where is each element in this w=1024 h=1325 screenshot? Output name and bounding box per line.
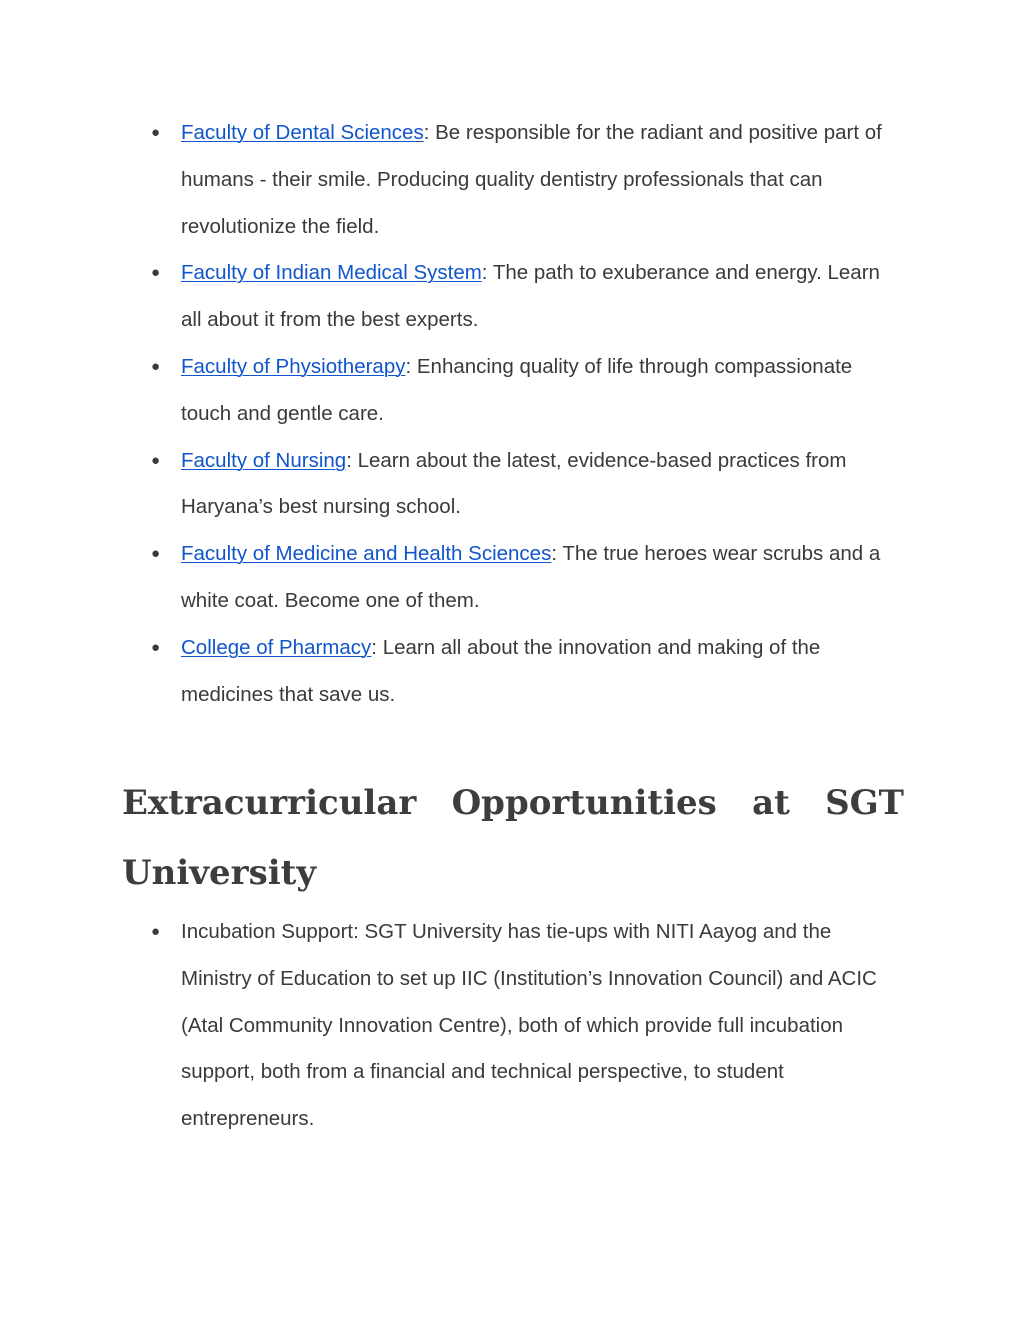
faculty-description: : Enhancing quality of life through compassionate touch and gentle care. xyxy=(181,354,853,425)
section-heading: Extracurricular Opportunities at SGT University xyxy=(122,783,904,893)
faculty-link[interactable]: College of Pharmacy xyxy=(181,635,372,659)
bullet-icon: ● xyxy=(151,545,161,563)
faculty-link[interactable]: Faculty of Physiotherapy xyxy=(181,354,406,378)
list-item xyxy=(122,909,904,1143)
bullet-icon: ● xyxy=(151,264,161,282)
faculty-list xyxy=(122,110,904,718)
faculty-description: : Be responsible for the radiant and positive part of humans - their smile. Producing quality dentistry professionals that can revolutionize the field. xyxy=(181,121,882,238)
list-item xyxy=(122,344,904,438)
list-item xyxy=(122,110,904,250)
faculty-description: : Learn about the latest, evidence-based practices from Haryana’s best nursing school. xyxy=(181,448,847,519)
list-item xyxy=(122,438,904,532)
bullet-icon: ● xyxy=(151,451,161,469)
faculty-link[interactable]: Faculty of Medicine and Health Sciences xyxy=(181,542,552,566)
extracurricular-text: Incubation Support: SGT University has tie-ups with NITI Aayog and the Ministry of Education to set up IIC (Institution’s Innovation Council) and ACIC (Atal Community Innovation Centre), both of which provide full incubation support, both from a financial and technical perspective, to student entrepreneurs. xyxy=(181,920,877,1131)
bullet-icon: ● xyxy=(151,923,161,940)
list-item xyxy=(122,250,904,344)
faculty-description: : The true heroes wear scrubs and a white coat. Become one of them. xyxy=(181,542,881,612)
faculty-link[interactable]: Faculty of Nursing xyxy=(181,448,347,472)
faculty-description: : Learn all about the innovation and making of the medicines that save us. xyxy=(181,635,821,706)
bullet-icon: ● xyxy=(151,638,161,656)
faculty-description: : The path to exuberance and energy. Learn all about it from the best experts. xyxy=(181,261,880,332)
faculty-link[interactable]: Faculty of Indian Medical System xyxy=(181,261,482,285)
list-item xyxy=(122,625,904,719)
extracurricular-list xyxy=(122,909,904,1143)
list-item xyxy=(122,531,904,625)
faculty-link[interactable]: Faculty of Dental Sciences xyxy=(181,121,424,144)
bullet-icon: ● xyxy=(151,357,161,375)
bullet-icon: ● xyxy=(151,124,161,141)
